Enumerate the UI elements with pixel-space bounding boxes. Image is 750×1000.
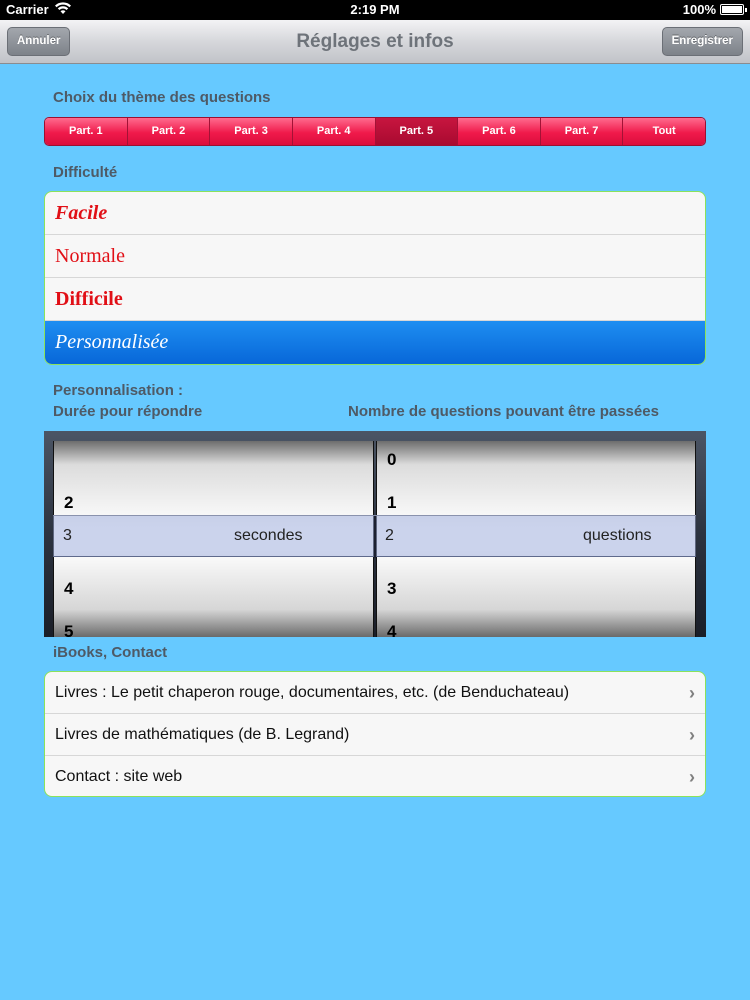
save-button[interactable]: Enregistrer [662,27,743,56]
skip-count-label: Nombre de questions pouvant être passées [348,403,659,420]
clock: 2:19 PM [350,2,400,17]
chevron-right-icon: › [689,725,695,745]
difficulty-option-normal[interactable]: Normale [45,235,705,278]
duration-wheel-item[interactable]: 5 [64,622,74,637]
battery-icon [720,4,744,15]
links-list [44,671,706,797]
duration-wheel-item[interactable]: 4 [64,579,74,598]
difficulty-section-label: Difficulté [53,164,118,181]
duration-selected-value: 3 [63,527,72,544]
page-title: Réglages et infos [296,31,454,52]
difficulty-option-easy[interactable]: Facile [45,192,705,235]
skip-wheel-item[interactable]: 1 [387,493,397,512]
skip-wheel-item[interactable]: 3 [387,579,397,598]
difficulty-list [44,191,706,365]
segment-part-3[interactable]: Part. 3 [210,118,293,145]
segment-part-7[interactable]: Part. 7 [541,118,624,145]
picker-divider [374,516,376,558]
personalisation-picker [44,431,706,637]
difficulty-option-custom[interactable]: Personnalisée [45,321,705,365]
segment-part-4[interactable]: Part. 4 [293,118,376,145]
carrier-name: Carrier [6,2,49,17]
status-bar [0,0,750,20]
chevron-right-icon: › [689,767,695,787]
battery-percent: 100% [682,2,716,17]
skip-wheel-item[interactable]: 4 [387,622,397,637]
list-item-math-books[interactable] [45,714,705,756]
duration-label: Durée pour répondre [53,403,203,420]
list-item-label: Livres : Le petit chaperon rouge, documentaires, etc. (de Benduchateau) [55,684,570,701]
skip-wheel-item[interactable]: 0 [387,450,397,469]
chevron-right-icon: › [689,683,695,703]
personalisation-section-label: Personnalisation : [53,382,184,399]
segment-part-6[interactable]: Part. 6 [458,118,541,145]
links-section-label: iBooks, Contact [53,644,168,661]
navigation-bar [0,20,750,64]
picker-selection-bar [53,515,696,557]
duration-wheel-item[interactable]: 2 [64,493,74,512]
skip-unit: questions [583,527,652,544]
difficulty-option-hard[interactable]: Difficile [45,278,705,321]
theme-section-label: Choix du thème des questions [53,89,271,106]
segment-all[interactable]: Tout [623,118,705,145]
list-item-label: Livres de mathématiques (de B. Legrand) [55,726,350,743]
duration-unit: secondes [234,527,303,544]
segment-part-5[interactable]: Part. 5 [376,118,459,145]
cancel-button[interactable]: Annuler [7,27,70,56]
list-item-contact[interactable] [45,756,705,797]
segment-part-1[interactable]: Part. 1 [45,118,128,145]
list-item-label: Contact : site web [55,768,183,785]
theme-segmented-control [44,117,706,146]
segment-part-2[interactable]: Part. 2 [128,118,211,145]
list-item-books[interactable] [45,672,705,714]
skip-selected-value: 2 [385,527,394,544]
